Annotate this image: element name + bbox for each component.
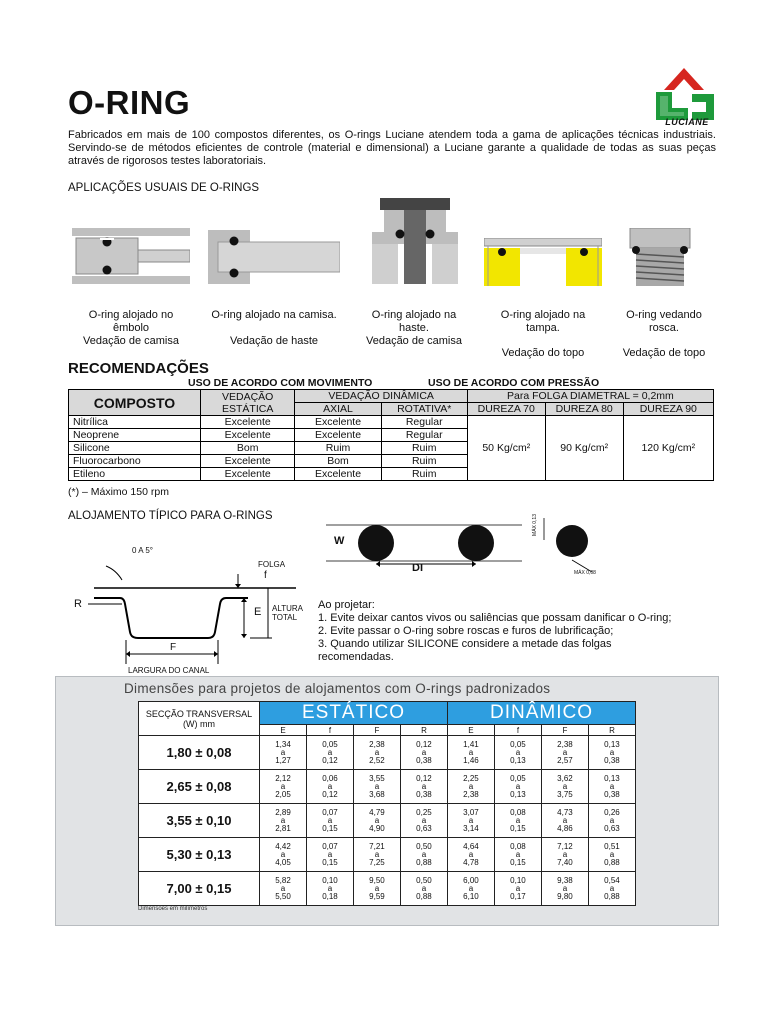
- min-value: 9,50: [369, 875, 385, 885]
- application-image-cylinder: [208, 230, 340, 284]
- max-value: 0,38: [416, 789, 432, 799]
- max-value: 0,88: [604, 857, 620, 867]
- note-item: 3. Quando utilizar SILICONE considere a metade das folgas: [318, 638, 612, 650]
- range-separator: a: [280, 815, 286, 825]
- application-caption-3: [354, 309, 474, 348]
- oring-cross-section-diagram: [326, 516, 522, 578]
- cell-axial: Excelente: [295, 416, 381, 429]
- range-separator: a: [280, 883, 286, 893]
- dimension-cell: [306, 838, 353, 872]
- max-value: 2,52: [369, 755, 385, 765]
- cell-composto: Nitrílica: [69, 416, 201, 429]
- range-separator: a: [515, 781, 521, 791]
- application-caption-2: [202, 309, 346, 348]
- range-separator: a: [421, 781, 427, 791]
- max-value: 5,50: [275, 891, 291, 901]
- dimension-cell: [353, 872, 400, 906]
- page-title: O-RING: [68, 84, 191, 121]
- header-dureza-90: DUREZA 90: [623, 403, 713, 416]
- range-separator: a: [562, 747, 568, 757]
- min-value: 0,51: [604, 841, 620, 851]
- dimension-cell: [494, 872, 541, 906]
- caption-line: O-ring alojado na: [500, 309, 586, 321]
- cell-rotativa: Regular: [381, 429, 467, 442]
- min-value: 0,05: [322, 739, 338, 749]
- max-value: 0,38: [416, 755, 432, 765]
- dimension-cell: [588, 872, 635, 906]
- f-label: f: [264, 570, 267, 581]
- dimension-cell: [541, 838, 588, 872]
- max-2-label: MÁX 0,08: [574, 570, 596, 576]
- max-value: 0,12: [322, 789, 338, 799]
- max-value: 3,68: [369, 789, 385, 799]
- caption-line: êmbolo: [112, 322, 150, 334]
- cell-pressure-90: 120 Kg/cm²: [623, 416, 713, 481]
- di-label: DI: [412, 562, 423, 574]
- max-value: 6,10: [463, 891, 479, 901]
- range-separator: a: [374, 815, 380, 825]
- dimension-cell: [588, 804, 635, 838]
- pressure-label: USO DE ACORDO COM PRESSÃO: [428, 377, 600, 389]
- rpm-note: (*) – Máximo 150 rpm: [68, 486, 169, 498]
- dimension-cell: [400, 770, 447, 804]
- min-value: 0,26: [604, 807, 620, 817]
- min-value: 0,07: [322, 807, 338, 817]
- max-value: 9,80: [557, 891, 573, 901]
- dimension-cell: [447, 736, 494, 770]
- intro-paragraph: Fabricados em mais de 100 compostos diferentes, os O-rings Luciane atendem toda a gama de aplicações técnicas industriais. Servindo-se de métodos eficientes de controle (material e dimensional) a Luciane garante a qualidade de todas as suas peças através de rigorosos testes laboratoriais.: [68, 129, 716, 167]
- max-value: 1,46: [463, 755, 479, 765]
- max-value: 9,59: [369, 891, 385, 901]
- dimension-cell: [260, 736, 307, 770]
- dimensions-table: [138, 701, 636, 906]
- max-value: 4,78: [463, 857, 479, 867]
- range-separator: a: [327, 849, 333, 859]
- recommendations-heading: RECOMENDAÇÕES: [68, 360, 209, 377]
- range-separator: a: [374, 849, 380, 859]
- caption-line: Vedação de camisa: [82, 335, 179, 347]
- min-value: 0,05: [510, 773, 526, 783]
- dimension-cell: [353, 770, 400, 804]
- caption-line: O-ring alojado na: [371, 309, 457, 321]
- min-value: 2,12: [275, 773, 291, 783]
- recommendations-table: [68, 389, 714, 481]
- cell-axial: Excelente: [295, 468, 381, 481]
- max-value: 0,88: [416, 891, 432, 901]
- min-value: 7,21: [369, 841, 385, 851]
- caption-line: Vedação de haste: [229, 335, 319, 347]
- r-label: R: [74, 598, 82, 610]
- range-separator: a: [609, 781, 615, 791]
- min-value: 4,64: [463, 841, 479, 851]
- caption-line: rosca.: [649, 322, 679, 334]
- project-notes: [318, 599, 671, 664]
- dimension-cell: [400, 838, 447, 872]
- cell-axial: Bom: [295, 455, 381, 468]
- notes-heading: Ao projetar:: [318, 599, 375, 611]
- table-header-row: [69, 390, 714, 403]
- application-caption-4: [484, 309, 602, 360]
- min-value: 0,13: [604, 773, 620, 783]
- min-value: 9,38: [557, 875, 573, 885]
- range-separator: a: [515, 815, 521, 825]
- min-value: 2,25: [463, 773, 479, 783]
- caption-line: Vedação de topo: [622, 347, 706, 359]
- secao-value: 2,65 ± 0,08: [139, 770, 260, 804]
- min-value: 1,41: [463, 739, 479, 749]
- col-f-small: f: [306, 725, 353, 736]
- dimension-cell: [353, 838, 400, 872]
- min-value: 3,62: [557, 773, 573, 783]
- movement-label: USO DE ACORDO COM MOVIMENTO: [188, 377, 373, 389]
- housing-heading: ALOJAMENTO TÍPICO PARA O-RINGS: [68, 510, 273, 522]
- cell-pressure-70: 50 Kg/cm²: [467, 416, 545, 481]
- note-item: recomendadas.: [318, 651, 394, 663]
- caption-line: tampa.: [526, 322, 560, 334]
- max-value: 0,38: [604, 789, 620, 799]
- max-value: 0,63: [604, 823, 620, 833]
- header-dureza-70: DUREZA 70: [467, 403, 545, 416]
- col-f-small: f: [494, 725, 541, 736]
- dimension-cell: [447, 770, 494, 804]
- max-value: 0,12: [322, 755, 338, 765]
- dimensions-title: Dimensões para projetos de alojamentos com O-rings padronizados: [124, 681, 551, 696]
- dimension-cell: [541, 804, 588, 838]
- table-row: [139, 736, 636, 770]
- secao-value: 5,30 ± 0,13: [139, 838, 260, 872]
- range-separator: a: [327, 815, 333, 825]
- min-value: 5,82: [275, 875, 291, 885]
- dimension-cell: [494, 770, 541, 804]
- range-separator: a: [468, 747, 474, 757]
- range-separator: a: [374, 781, 380, 791]
- min-value: 3,07: [463, 807, 479, 817]
- w-label: W: [334, 535, 345, 547]
- max-value: 2,57: [557, 755, 573, 765]
- folga-label: FOLGA: [258, 560, 286, 569]
- col-f-big: F: [541, 725, 588, 736]
- cell-estatica: Excelente: [200, 416, 295, 429]
- min-value: 0,25: [416, 807, 432, 817]
- range-separator: a: [421, 815, 427, 825]
- cell-rotativa: Ruim: [381, 468, 467, 481]
- cell-estatica: Excelente: [200, 455, 295, 468]
- table-row: [139, 872, 636, 906]
- max-value: 0,13: [510, 755, 526, 765]
- range-separator: a: [562, 781, 568, 791]
- header-dinamica: VEDAÇÃO DINÂMICA: [295, 390, 467, 403]
- cell-composto: Fluorocarbono: [69, 455, 201, 468]
- cell-composto: Etileno: [69, 468, 201, 481]
- dimension-cell: [260, 872, 307, 906]
- max-value: 7,40: [557, 857, 573, 867]
- min-value: 0,13: [604, 739, 620, 749]
- range-separator: a: [327, 747, 333, 757]
- max-value: 1,27: [275, 755, 291, 765]
- max-value: 0,88: [416, 857, 432, 867]
- luciane-logo: [652, 66, 722, 128]
- min-value: 2,38: [369, 739, 385, 749]
- min-value: 0,12: [416, 773, 432, 783]
- header-dureza-80: DUREZA 80: [545, 403, 623, 416]
- max-value: 0,18: [322, 891, 338, 901]
- secao-value: 1,80 ± 0,08: [139, 736, 260, 770]
- max-value: 0,63: [416, 823, 432, 833]
- max-value: 0,15: [510, 823, 526, 833]
- max-value: 0,88: [604, 891, 620, 901]
- dimension-cell: [260, 804, 307, 838]
- cell-axial: Ruim: [295, 442, 381, 455]
- header-rotativa: ROTATIVA*: [381, 403, 467, 416]
- col-r: R: [400, 725, 447, 736]
- application-caption-5: [612, 309, 716, 360]
- cell-composto: Silicone: [69, 442, 201, 455]
- table-row: [69, 416, 714, 429]
- min-value: 0,50: [416, 875, 432, 885]
- min-value: 4,79: [369, 807, 385, 817]
- cell-rotativa: Ruim: [381, 442, 467, 455]
- cell-rotativa: Ruim: [381, 455, 467, 468]
- cell-estatica: Bom: [200, 442, 295, 455]
- dimension-cell: [494, 838, 541, 872]
- secao-value: 7,00 ± 0,15: [139, 872, 260, 906]
- min-value: 7,12: [557, 841, 573, 851]
- min-value: 0,50: [416, 841, 432, 851]
- altura-label: [272, 604, 303, 622]
- dimension-cell: [447, 872, 494, 906]
- dimension-cell: [306, 872, 353, 906]
- dimension-cell: [400, 804, 447, 838]
- max-value: 0,17: [510, 891, 526, 901]
- max-value: 4,86: [557, 823, 573, 833]
- application-image-rod: [372, 198, 458, 284]
- application-image-piston: [72, 228, 190, 284]
- header-line: VEDAÇÃO: [221, 390, 274, 403]
- range-separator: a: [515, 883, 521, 893]
- header-dinamico: DINÂMICO: [447, 702, 635, 725]
- max-value: 0,15: [510, 857, 526, 867]
- max-value: 2,05: [275, 789, 291, 799]
- range-separator: a: [280, 747, 286, 757]
- secao-line: (W) mm: [183, 718, 215, 729]
- max-value: 2,38: [463, 789, 479, 799]
- min-value: 0,10: [510, 875, 526, 885]
- dimension-cell: [588, 838, 635, 872]
- header-estatico: ESTÁTICO: [260, 702, 448, 725]
- dimension-cell: [400, 736, 447, 770]
- dimension-cell: [260, 838, 307, 872]
- caption-line: O-ring alojado no: [88, 309, 174, 321]
- dimension-cell: [494, 736, 541, 770]
- range-separator: a: [421, 849, 427, 859]
- angle-label: 0 A 5°: [132, 546, 153, 555]
- range-separator: a: [468, 781, 474, 791]
- dimension-cell: [494, 804, 541, 838]
- range-separator: a: [515, 747, 521, 757]
- caption-line: Vedação do topo: [501, 347, 585, 359]
- cell-estatica: Excelente: [200, 468, 295, 481]
- min-value: 0,05: [510, 739, 526, 749]
- min-value: 4,42: [275, 841, 291, 851]
- range-separator: a: [562, 883, 568, 893]
- dimension-cell: [447, 838, 494, 872]
- min-value: 0,10: [322, 875, 338, 885]
- header-line: ESTÁTICA: [221, 402, 274, 415]
- header-composto: COMPOSTO: [69, 390, 201, 416]
- dimension-cell: [541, 736, 588, 770]
- groove-diagram: [68, 540, 308, 676]
- min-value: 0,12: [416, 739, 432, 749]
- logo-text: LUCIANE: [665, 117, 709, 127]
- altura-line: ALTURA: [272, 604, 303, 613]
- min-value: 2,89: [275, 807, 291, 817]
- tolerance-diagram: [532, 512, 602, 578]
- max-value: 7,25: [369, 857, 385, 867]
- range-separator: a: [374, 883, 380, 893]
- range-separator: a: [421, 747, 427, 757]
- cell-rotativa: Regular: [381, 416, 467, 429]
- range-separator: a: [374, 747, 380, 757]
- dimension-cell: [353, 736, 400, 770]
- range-separator: a: [609, 883, 615, 893]
- col-r: R: [588, 725, 635, 736]
- application-image-cover: [484, 238, 602, 286]
- col-e: E: [260, 725, 307, 736]
- min-value: 6,00: [463, 875, 479, 885]
- min-value: 0,08: [510, 807, 526, 817]
- secao-value: 3,55 ± 0,10: [139, 804, 260, 838]
- application-caption-1: [74, 309, 188, 348]
- range-separator: a: [609, 815, 615, 825]
- max-value: 0,15: [322, 823, 338, 833]
- dimensions-panel: [55, 676, 719, 926]
- range-separator: a: [562, 815, 568, 825]
- dimension-cell: [447, 804, 494, 838]
- dimensions-note: Dimensões em milímetros: [138, 906, 208, 912]
- min-value: 0,08: [510, 841, 526, 851]
- note-item: 2. Evite passar o O-ring sobre roscas e furos de lubrificação;: [318, 625, 614, 637]
- secao-line: SECÇÃO TRANSVERSAL: [145, 708, 253, 719]
- range-separator: a: [468, 883, 474, 893]
- min-value: 0,06: [322, 773, 338, 783]
- range-separator: a: [562, 849, 568, 859]
- caption-line: haste.: [399, 322, 429, 334]
- caption-line: O-ring alojado na camisa.: [211, 309, 337, 321]
- max-value: 0,15: [322, 857, 338, 867]
- dimension-cell: [541, 872, 588, 906]
- dimensions-body: [139, 736, 636, 906]
- dimension-cell: [541, 770, 588, 804]
- table-row: [139, 770, 636, 804]
- dimension-cell: [588, 736, 635, 770]
- range-separator: a: [609, 849, 615, 859]
- max-value: 2,81: [275, 823, 291, 833]
- e-label: E: [254, 606, 262, 618]
- range-separator: a: [515, 849, 521, 859]
- cell-estatica: Excelente: [200, 429, 295, 442]
- range-separator: a: [327, 883, 333, 893]
- cell-composto: Neoprene: [69, 429, 201, 442]
- dimension-cell: [306, 804, 353, 838]
- dimension-cell: [260, 770, 307, 804]
- big-f-label: F: [170, 642, 177, 653]
- oring-drawing: [326, 516, 522, 578]
- min-value: 0,54: [604, 875, 620, 885]
- header-estatica: [200, 390, 295, 416]
- max-value: 4,05: [275, 857, 291, 867]
- min-value: 0,07: [322, 841, 338, 851]
- max-value: 0,38: [604, 755, 620, 765]
- range-separator: a: [468, 815, 474, 825]
- applications-heading: APLICAÇÕES USUAIS DE O-RINGS: [68, 182, 260, 194]
- caption-line: Vedação de camisa: [365, 335, 462, 347]
- col-f-big: F: [353, 725, 400, 736]
- dimension-cell: [306, 770, 353, 804]
- note-item: 1. Evite deixar cantos vivos ou saliências que possam danificar o O-ring;: [318, 612, 672, 624]
- min-value: 3,55: [369, 773, 385, 783]
- range-separator: a: [280, 781, 286, 791]
- application-image-thread: [626, 228, 694, 286]
- table-row: [139, 838, 636, 872]
- dimension-cell: [353, 804, 400, 838]
- header-secao: [139, 702, 260, 736]
- range-separator: a: [421, 883, 427, 893]
- range-separator: a: [468, 849, 474, 859]
- min-value: 2,38: [557, 739, 573, 749]
- dimension-cell: [400, 872, 447, 906]
- altura-line: TOTAL: [272, 613, 298, 622]
- max-value: 4,90: [369, 823, 385, 833]
- dimension-cell: [588, 770, 635, 804]
- dimension-cell: [306, 736, 353, 770]
- max-value: 3,75: [557, 789, 573, 799]
- col-e: E: [447, 725, 494, 736]
- min-value: 4,73: [557, 807, 573, 817]
- header-axial: AXIAL: [295, 403, 381, 416]
- max-value: 0,13: [510, 789, 526, 799]
- min-value: 1,34: [275, 739, 291, 749]
- cell-axial: Excelente: [295, 429, 381, 442]
- largura-label: LARGURA DO CANAL: [128, 666, 210, 675]
- range-separator: a: [327, 781, 333, 791]
- table-row: [139, 804, 636, 838]
- max-value: 3,14: [463, 823, 479, 833]
- range-separator: a: [280, 849, 286, 859]
- header-folga: Para FOLGA DIAMETRAL = 0,2mm: [467, 390, 713, 403]
- range-separator: a: [609, 747, 615, 757]
- max-1-label: MÁX 0,13: [532, 514, 538, 536]
- cell-pressure-80: 90 Kg/cm²: [545, 416, 623, 481]
- caption-line: O-ring vedando: [626, 309, 702, 321]
- dimensions-header-row: [139, 702, 636, 725]
